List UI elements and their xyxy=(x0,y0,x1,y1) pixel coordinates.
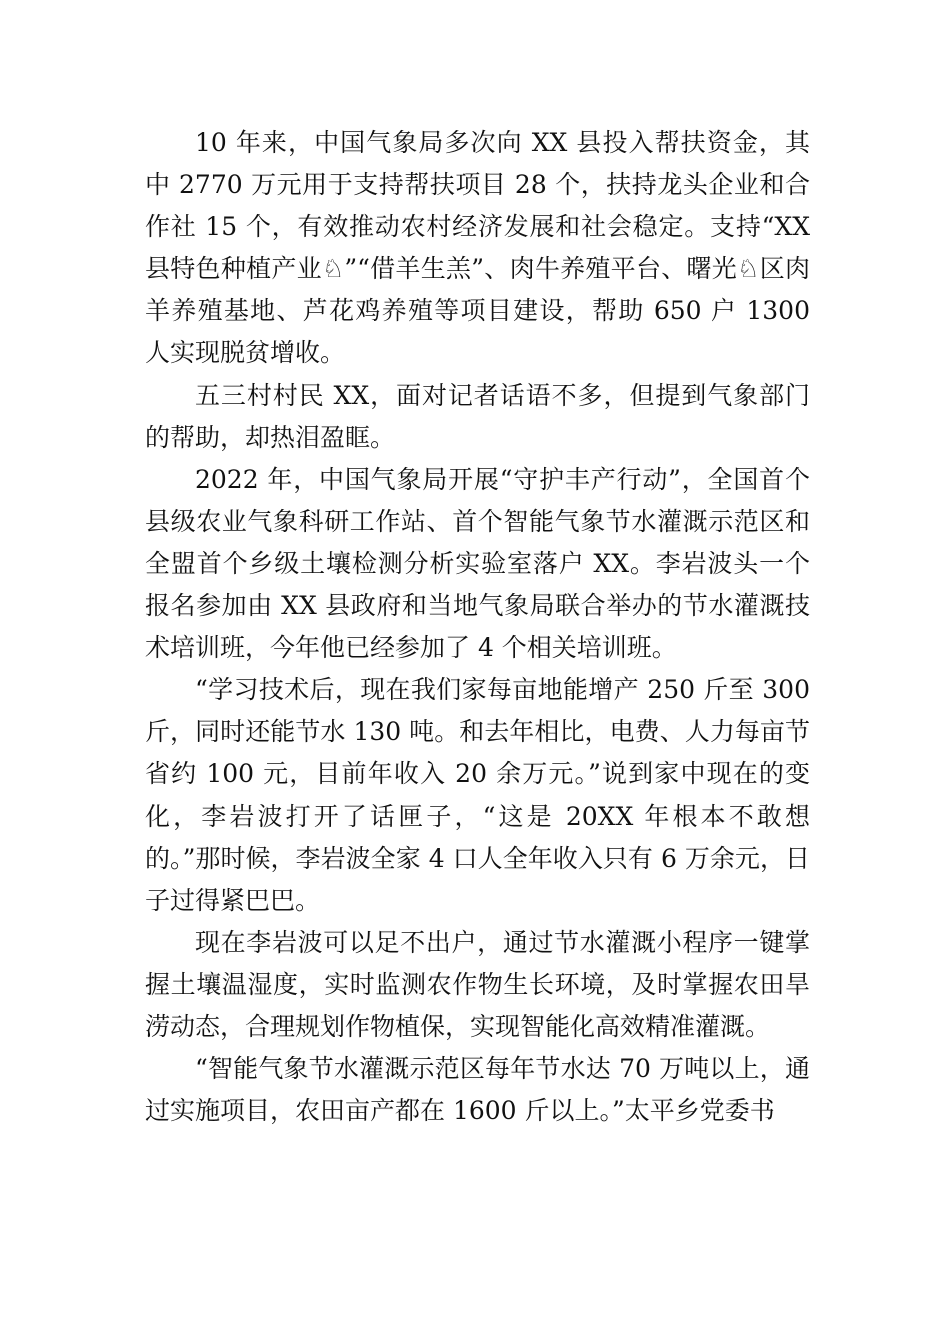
paragraph-1: 10 年来，中国气象局多次向 XX 县投入帮扶资金，其中 2770 万元用于支持帮扶项目 28 个，扶持龙头企业和合作社 15 个，有效推动农村经济发展和社会稳定。支持“XX 县特色种植产业♘”“借羊生羔”、肉牛养殖平台、曙光♘区肉羊养殖基地、芦花鸡养殖等项目建设，帮助 650 户 1300 人实现脱贫增收。 xyxy=(145,128,810,368)
paragraph-5: 现在李岩波可以足不出户，通过节水灌溉小程序一键掌握土壤温湿度，实时监测农作物生长环境，及时掌握农田旱涝动态，合理规划作物植保，实现智能化高效精准灌溉。 xyxy=(145,927,810,1041)
paragraph-2: 五三村村民 XX，面对记者话语不多，但提到气象部门的帮助，却热泪盈眶。 xyxy=(145,380,810,452)
paragraph-3: 2022 年，中国气象局开展“守护丰产行动”，全国首个县级农业气象科研工作站、首个智能气象节水灌溉示范区和全盟首个乡级土壤检测分析实验室落户 XX。李岩波头一个报名参加由 XX 县政府和当地气象局联合举办的节水灌溉技术培训班，今年他已经参加了 4 个相关培训班。 xyxy=(145,464,810,663)
paragraph-4: “学习技术后，现在我们家每亩地能增产 250 斤至 300 斤，同时还能节水 130 吨。和去年相比，电费、人力每亩节省约 100 元，目前年收入 20 余万元。”说到家中现在的变化，李岩波打开了话匣子，“这是 20XX 年根本不敢想的。”那时候，李岩波全家 4 口人全年收入只有 6 万余元，日子过得紧巴巴。 xyxy=(145,675,810,915)
article-body xyxy=(145,122,810,1132)
paragraph-6: “智能气象节水灌溉示范区每年节水达 70 万吨以上，通过实施项目，农田亩产都在 1600 斤以上。”太平乡党委书 xyxy=(145,1054,810,1126)
